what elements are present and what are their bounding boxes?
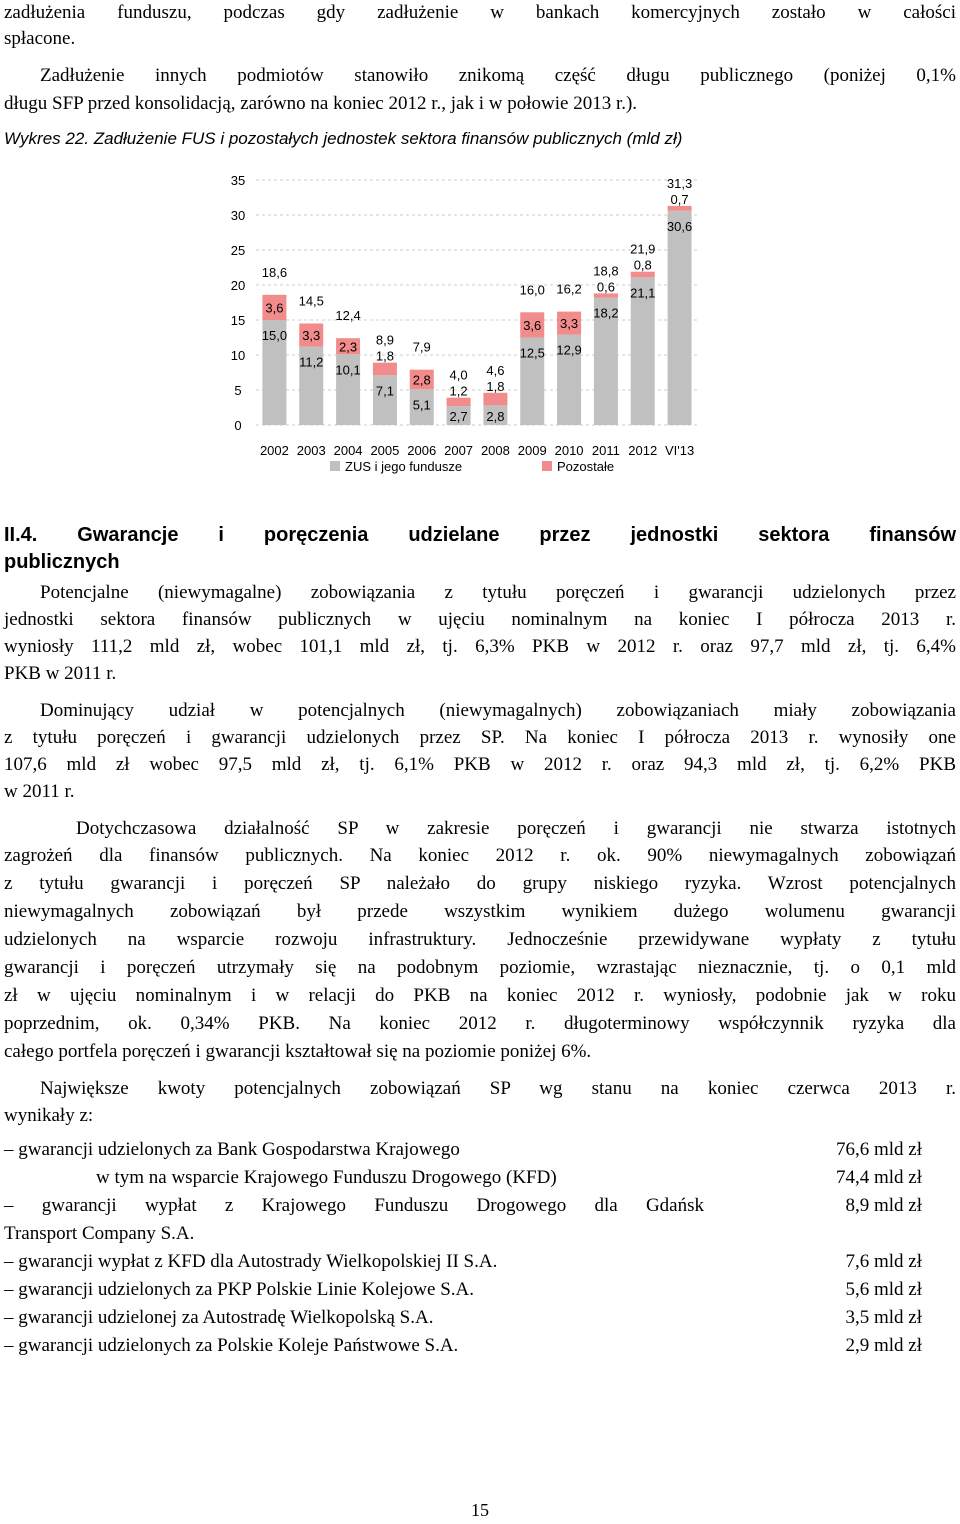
list-item-amount: 76,6 mld zł — [835, 1139, 922, 1160]
x-tick-label: 2003 — [296, 443, 326, 458]
y-tick-label: 20 — [230, 278, 246, 293]
page-number: 15 — [471, 1500, 489, 1520]
y-tick-label: 0 — [234, 418, 242, 433]
bar-pozostale — [483, 393, 507, 406]
data-label-pozostale: 0,7 — [670, 191, 689, 207]
bar-pozostale — [373, 363, 397, 376]
data-label-total: 8,9 — [375, 332, 394, 348]
data-label-total: 14,5 — [298, 293, 324, 309]
data-label-pozostale: 0,6 — [596, 279, 615, 295]
list-item-amount: 5,6 mld zł — [845, 1279, 922, 1300]
paragraph-line: PKB w 2011 r. — [4, 663, 117, 684]
y-tick-label: 35 — [230, 173, 246, 188]
list-item-amount: 2,9 mld zł — [845, 1335, 922, 1356]
data-label-zus: 15,0 — [261, 328, 288, 343]
data-label-zus: 12,9 — [556, 342, 582, 358]
list-item-text: – gwarancji udzielonych za Bank Gospodarstwa Krajowego — [4, 1139, 460, 1160]
legend-swatch-zus — [330, 461, 340, 471]
x-tick-label: 2011 — [591, 443, 620, 458]
data-label-pozostale: 3,3 — [302, 328, 321, 344]
paragraph-line: gwarancji i poręczeń utrzymały się na podobnym poziomie, wzrastając nieznacznie, tj. o 0,1 mld — [4, 957, 956, 978]
section-heading: publicznych — [4, 551, 120, 573]
data-label-pozostale: 3,6 — [523, 317, 542, 333]
y-tick-label: 25 — [230, 243, 246, 258]
paragraph-line: Potencjalne (niewymagalne) zobowiązania z tytułu poręczeń i gwarancji udzielonych przez — [40, 582, 956, 603]
paragraph-line: Dotychczasowa działalność SP w zakresie poręczeń i gwarancji nie stwarza istotnych — [76, 818, 956, 839]
paragraph-line: w 2011 r. — [4, 781, 75, 802]
y-axis-ticks — [231, 173, 245, 433]
paragraph-line: całego portfela poręczeń i gwarancji kształtował się na poziomie poniżej 6%. — [4, 1041, 592, 1062]
data-label-zus: 18,2 — [593, 305, 619, 321]
y-tick-label: 30 — [230, 208, 246, 223]
list-item-amount: 8,9 mld zł — [845, 1195, 922, 1216]
data-label-pozostale: 3,3 — [560, 316, 579, 332]
data-label-pozostale: 1,8 — [486, 378, 505, 394]
data-label-total: 21,9 — [630, 241, 656, 257]
bar-zus — [668, 211, 692, 425]
paragraph-line: poprzednim, ok. 0,34% PKB. Na koniec 2012 r. długoterminowy współczynnik ryzyka dla — [4, 1013, 956, 1034]
list-item-text: – gwarancji udzielonej za Autostradę Wielkopolską S.A. — [4, 1307, 434, 1328]
data-label-zus: 11,2 — [299, 354, 324, 370]
paragraph-line: 107,6 mld zł wobec 97,5 mld zł, tj. 6,1% PKB w 2012 r. oraz 94,3 mld zł, tj. 6,2% PKB — [4, 754, 956, 775]
data-label-zus: 12,5 — [519, 345, 545, 361]
intro-line: spłacone. — [4, 28, 76, 49]
intro-line: Zadłużenie innych podmiotów stanowiło znikomą część długu publicznego (poniżej 0,1% — [40, 65, 956, 86]
data-label-total: 18,6 — [261, 264, 288, 280]
list-item-text: – gwarancji wypłat z KFD dla Autostrady Wielkopolskiej II S.A. — [4, 1251, 498, 1272]
chart-data-labels — [262, 176, 692, 424]
x-tick-label: 2010 — [554, 443, 584, 458]
chart-legend — [330, 459, 614, 474]
paragraph-line: Dominujący udział w potencjalnych (niewymagalnych) zobowiązaniach miały zobowiązania — [40, 700, 956, 721]
data-label-total: 31,3 — [666, 175, 693, 191]
data-label-pozostale: 2,8 — [412, 372, 431, 388]
data-label-pozostale: 0,8 — [633, 257, 652, 273]
debt-stacked-bar-chart — [0, 155, 960, 485]
data-label-total: 7,9 — [412, 339, 431, 355]
paragraph-line: udzielonych na wsparcie rozwoju infrastruktury. Jednocześnie przewidywane wypłaty z tytułu — [4, 929, 956, 950]
list-item-amount: 3,5 mld zł — [845, 1307, 922, 1328]
x-axis-ticks — [260, 443, 694, 458]
data-label-pozostale: 1,8 — [375, 348, 394, 364]
intro-line: długu SFP przed konsolidacją, zarówno na koniec 2012 r., jak i w połowie 2013 r.). — [4, 93, 638, 114]
data-label-zus: 2,8 — [486, 409, 505, 424]
data-label-total: 12,4 — [335, 308, 361, 324]
x-tick-label: 2009 — [517, 443, 547, 458]
legend-label-pozostale: Pozostałe — [557, 459, 615, 474]
intro-line: zadłużenia funduszu, podczas gdy zadłużenie w bankach komercyjnych zostało w całości — [4, 2, 956, 23]
data-label-total: 18,8 — [593, 263, 619, 279]
list-item-amount: 74,4 mld zł — [835, 1167, 922, 1188]
paragraph-line: niewymagalnych zobowiązań był przede wszystkim wynikiem dużego wolumenu gwarancji — [4, 901, 956, 922]
legend-label-zus: ZUS i jego fundusze — [345, 459, 463, 474]
paragraph-line: zagrożeń dla finansów publicznych. Na koniec 2012 r. ok. 90% niewymagalnych zobowiązań — [4, 845, 956, 866]
y-tick-label: 10 — [230, 348, 246, 363]
chart-bars — [262, 206, 691, 425]
data-label-total: 4,0 — [449, 367, 468, 383]
x-tick-label: 2008 — [480, 443, 510, 458]
list-item-text: – gwarancji udzielonych za Polskie Koleje Państwowe S.A. — [4, 1335, 459, 1356]
bar-pozostale — [447, 398, 471, 406]
x-tick-label: 2005 — [370, 443, 400, 458]
paragraph-line: zł w ujęciu nominalnym i w relacji do PKB na koniec 2012 r. wyniosły, podobnie jak w roku — [4, 985, 956, 1006]
section-heading: II.4. Gwarancje i poręczenia udzielane przez jednostki sektora finansów — [4, 524, 956, 546]
data-label-total: 4,6 — [486, 362, 505, 378]
y-tick-label: 15 — [230, 313, 246, 328]
data-label-total: 16,2 — [556, 281, 582, 297]
data-label-pozostale: 2,3 — [339, 339, 358, 355]
list-item-text: – gwarancji wypłat z Krajowego Funduszu Drogowego dla Gdańsk — [4, 1195, 704, 1216]
chart-caption: Wykres 22. Zadłużenie FUS i pozostałych jednostek sektora finansów publicznych (mld zł) — [4, 129, 683, 148]
x-tick-label: 2007 — [444, 443, 474, 458]
legend-swatch-pozostale — [542, 461, 552, 471]
x-tick-label: 2002 — [259, 443, 289, 458]
list-item-amount: 7,6 mld zł — [845, 1251, 922, 1272]
paragraph-line: Największe kwoty potencjalnych zobowiązań SP wg stanu na koniec czerwca 2013 r. — [40, 1078, 956, 1099]
paragraph-line: wynikały z: — [4, 1105, 94, 1126]
data-label-pozostale: 1,2 — [449, 383, 468, 399]
paragraph-line: wyniosły 111,2 mld zł, wobec 101,1 mld zł, tj. 6,3% PKB w 2012 r. oraz 97,7 mld zł, tj. 6,4% — [4, 636, 956, 657]
data-label-zus: 30,6 — [666, 218, 693, 234]
data-label-zus: 5,1 — [412, 397, 431, 413]
x-tick-label: 2012 — [628, 443, 658, 458]
x-tick-label: 2004 — [333, 443, 363, 458]
data-label-zus: 7,1 — [375, 383, 394, 399]
y-tick-label: 5 — [234, 383, 242, 398]
paragraph-line: jednostki sektora finansów publicznych w ujęciu nominalnym na koniec I półrocza 2013 r. — [4, 609, 956, 630]
data-label-zus: 21,1 — [630, 285, 656, 301]
list-item-text: Transport Company S.A. — [4, 1223, 195, 1244]
x-tick-label: 2006 — [407, 443, 437, 458]
data-label-total: 16,0 — [519, 282, 545, 298]
data-label-pozostale: 3,6 — [265, 300, 284, 316]
list-item-text: w tym na wsparcie Krajowego Funduszu Drogowego (KFD) — [96, 1167, 557, 1188]
data-label-zus: 10,1 — [335, 362, 361, 378]
x-tick-label: VI'13 — [664, 443, 695, 458]
paragraph-line: z tytułu gwarancji i poręczeń SP należało do grupy niskiego ryzyka. Wzrost potencjalnych — [4, 873, 956, 894]
list-item-text: – gwarancji udzielonych za PKP Polskie Linie Kolejowe S.A. — [4, 1279, 474, 1300]
paragraph-line: z tytułu poręczeń i gwarancji udzielonych przez SP. Na koniec I półrocza 2013 r. wynosiły one — [4, 727, 956, 748]
data-label-zus: 2,7 — [449, 409, 468, 424]
